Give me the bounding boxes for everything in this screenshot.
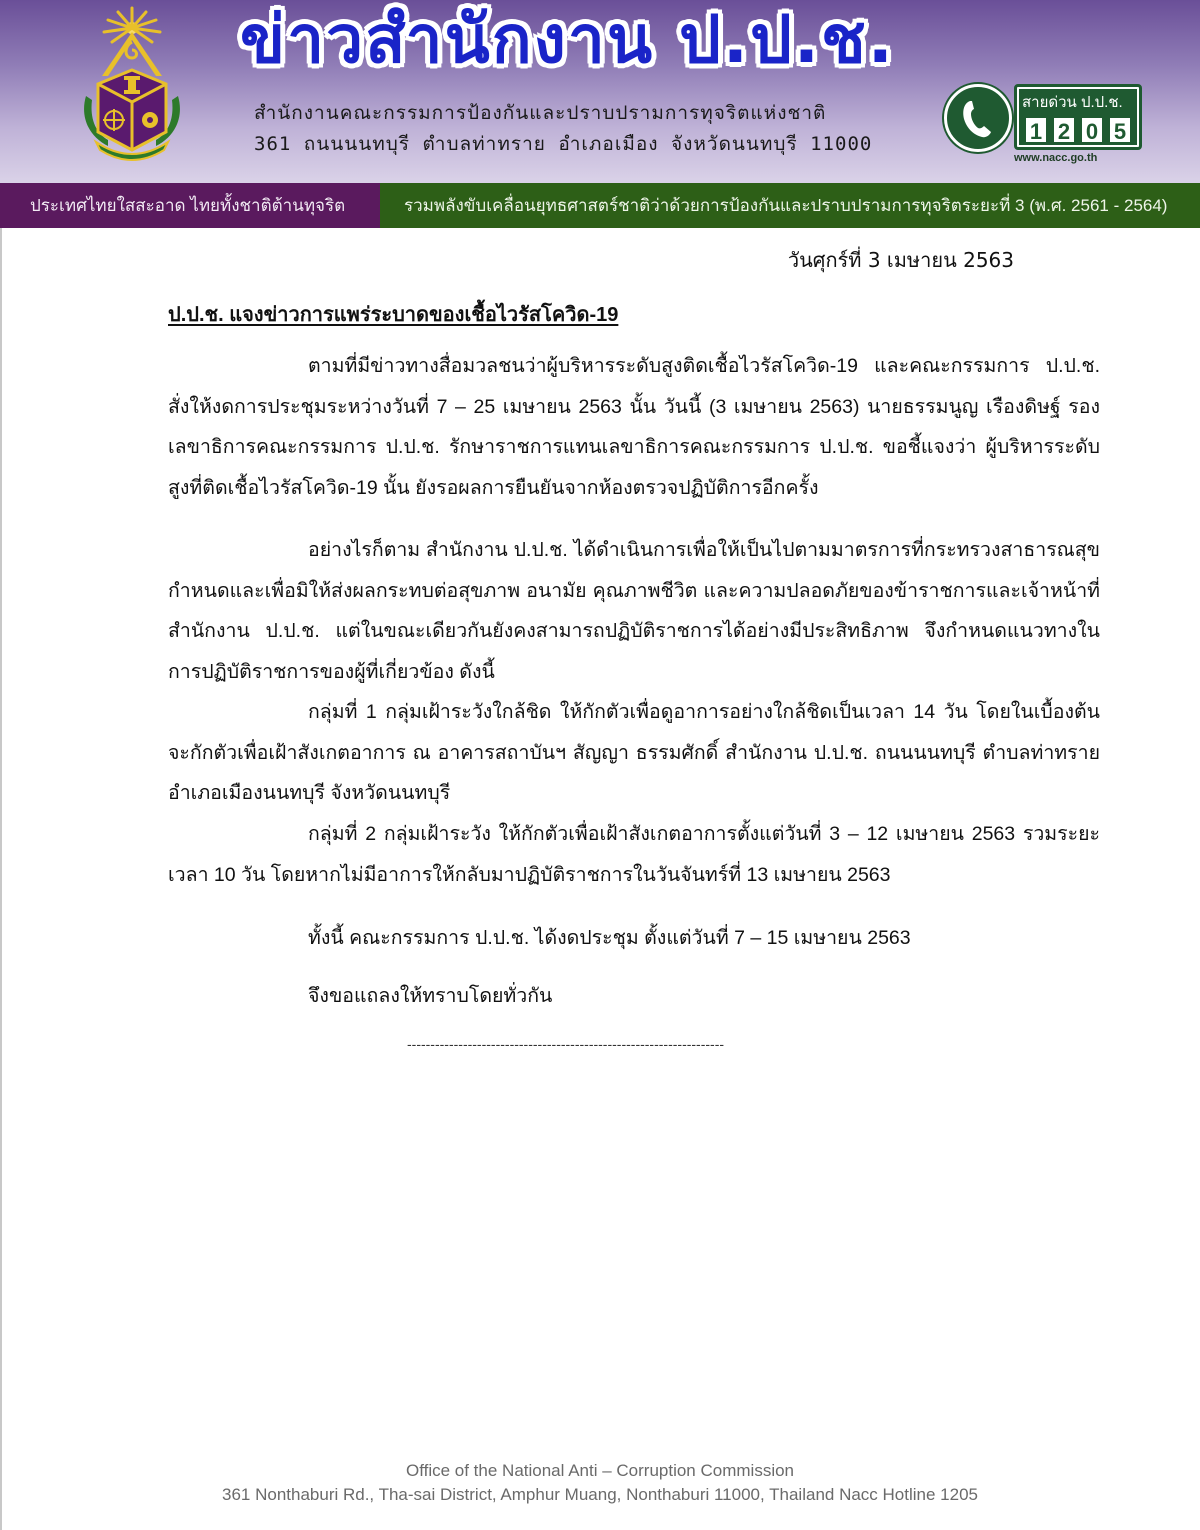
phone-icon	[944, 84, 1012, 152]
nacc-emblem-icon	[78, 6, 186, 162]
end-divider: --------------------------------------------------------------------	[407, 1036, 725, 1052]
website-url: www.nacc.go.th	[1014, 152, 1098, 164]
hotline-number	[1024, 116, 1132, 144]
hotline-digit: 2	[1052, 116, 1076, 144]
hotline-panel	[1014, 84, 1142, 150]
org-name: สำนักงานคณะกรรมการป้องกันและปราบปรามการทุจริตแห่งชาติ	[254, 102, 827, 124]
hotline-digit: 1	[1024, 116, 1048, 144]
banner-slogan-left: ประเทศไทยใสสะอาด ไทยทั้งชาติต้านทุจริต	[0, 183, 380, 228]
hotline-digit: 5	[1108, 116, 1132, 144]
paragraph-group-2: กลุ่มที่ 2 กลุ่มเฝ้าระวัง ให้กักตัวเพื่อเฝ้าสังเกตอาการตั้งแต่วันที่ 3 – 12 เมษายน 2563 รวมระยะเวลา 10 วัน โดยหากไม่มีอาการให้กลับมาปฏิบัติราชการในวันจันทร์ที่ 13 เมษายน 2563	[168, 823, 1100, 886]
masthead-title: ข่าวสำนักงาน ป.ป.ช.	[240, 1, 895, 78]
footer-address: 361 Nonthaburi Rd., Tha-sai District, Amphur Muang, Nonthaburi 11000, Thailand Nacc Hotline 1205	[222, 1485, 978, 1504]
hotline-label: สายด่วน ป.ป.ช.	[1022, 94, 1123, 111]
banner-slogan-right: รวมพลังขับเคลื่อนยุทธศาสตร์ชาติว่าด้วยการป้องกันและปราบปรามการทุจริตระยะที่ 3 (พ.ศ. 2561 - 2564)	[380, 183, 1200, 228]
document-date: วันศุกร์ที่ 3 เมษายน 2563	[787, 248, 1014, 272]
letterhead	[0, 0, 1200, 183]
paragraph-closing: จึงขอแถลงให้ทราบโดยทั่วกัน	[308, 985, 553, 1007]
footer-org-name: Office of the National Anti – Corruption Commission	[405, 1461, 795, 1480]
hotline-digit: 0	[1080, 116, 1104, 144]
paragraph-meeting-suspension: ทั้งนี้ คณะกรรมการ ป.ป.ช. ได้งดประชุม ตั้งแต่วันที่ 7 – 15 เมษายน 2563	[308, 927, 911, 949]
paragraph-statement: ตามที่มีข่าวทางสื่อมวลชนว่าผู้บริหารระดับสูงติดเชื้อไวรัสโควิด-19 และคณะกรรมการ ป.ป.ช. สั่งให้งดการประชุมระหว่างวันที่ 7 – 25 เมษายน 2563 นั้น วันนี้ (3 เมษายน 2563) นายธรรมนูญ เรืองดิษฐ์ รองเลขาธิการคณะกรรมการ ป.ป.ช. รักษาราชการแทนเลขาธิการคณะกรรมการ ป.ป.ช. ขอชี้แจงว่า ผู้บริหารระดับสูงที่ติดเชื้อไวรัสโควิด-19 นั้น ยังรอผลการยืนยันจากห้องตรวจปฏิบัติการอีกครั้ง	[168, 355, 1100, 499]
paragraph-group-1: กลุ่มที่ 1 กลุ่มเฝ้าระวังใกล้ชิด ให้กักตัวเพื่อดูอาการอย่างใกล้ชิดเป็นเวลา 14 วัน โดยในเบื้องต้นจะกักตัวเพื่อเฝ้าสังเกตอาการ ณ อาคารสถาบันฯ สัญญา ธรรมศักดิ์ สำนักงาน ป.ป.ช. ถนนนนทบุรี ตำบลท่าทรายอำเภอเมืองนนทบุรี จังหวัดนนทบุรี	[168, 701, 1100, 804]
org-address: 361 ถนนนนทบุรี ตำบลท่าทราย อำเภอเมือง จังหวัดนนทบุรี 11000	[254, 133, 873, 155]
paragraph-measures: อย่างไรก็ตาม สำนักงาน ป.ป.ช. ได้ดำเนินการเพื่อให้เป็นไปตามมาตรการที่กระทรวงสาธารณสุขกำหนดและเพื่อมิให้ส่งผลกระทบต่อสุขภาพ อนามัย คุณภาพชีวิต และความปลอดภัยของข้าราชการและเจ้าหน้าที่สำนักงาน ป.ป.ช. แต่ในขณะเดียวกันยังคงสามารถปฏิบัติราชการได้อย่างมีประสิทธิภาพ จึงกำหนดแนวทางในการปฏิบัติราชการของผู้ที่เกี่ยวข้อง ดังนี้	[168, 539, 1100, 683]
hotline-badge	[944, 80, 1146, 170]
slogan-banner	[0, 183, 1200, 228]
document-headline: ป.ป.ช. แจงข่าวการแพร่ระบาดของเชื้อไวรัสโควิด-19	[168, 304, 619, 326]
page-left-border	[0, 228, 2, 1530]
